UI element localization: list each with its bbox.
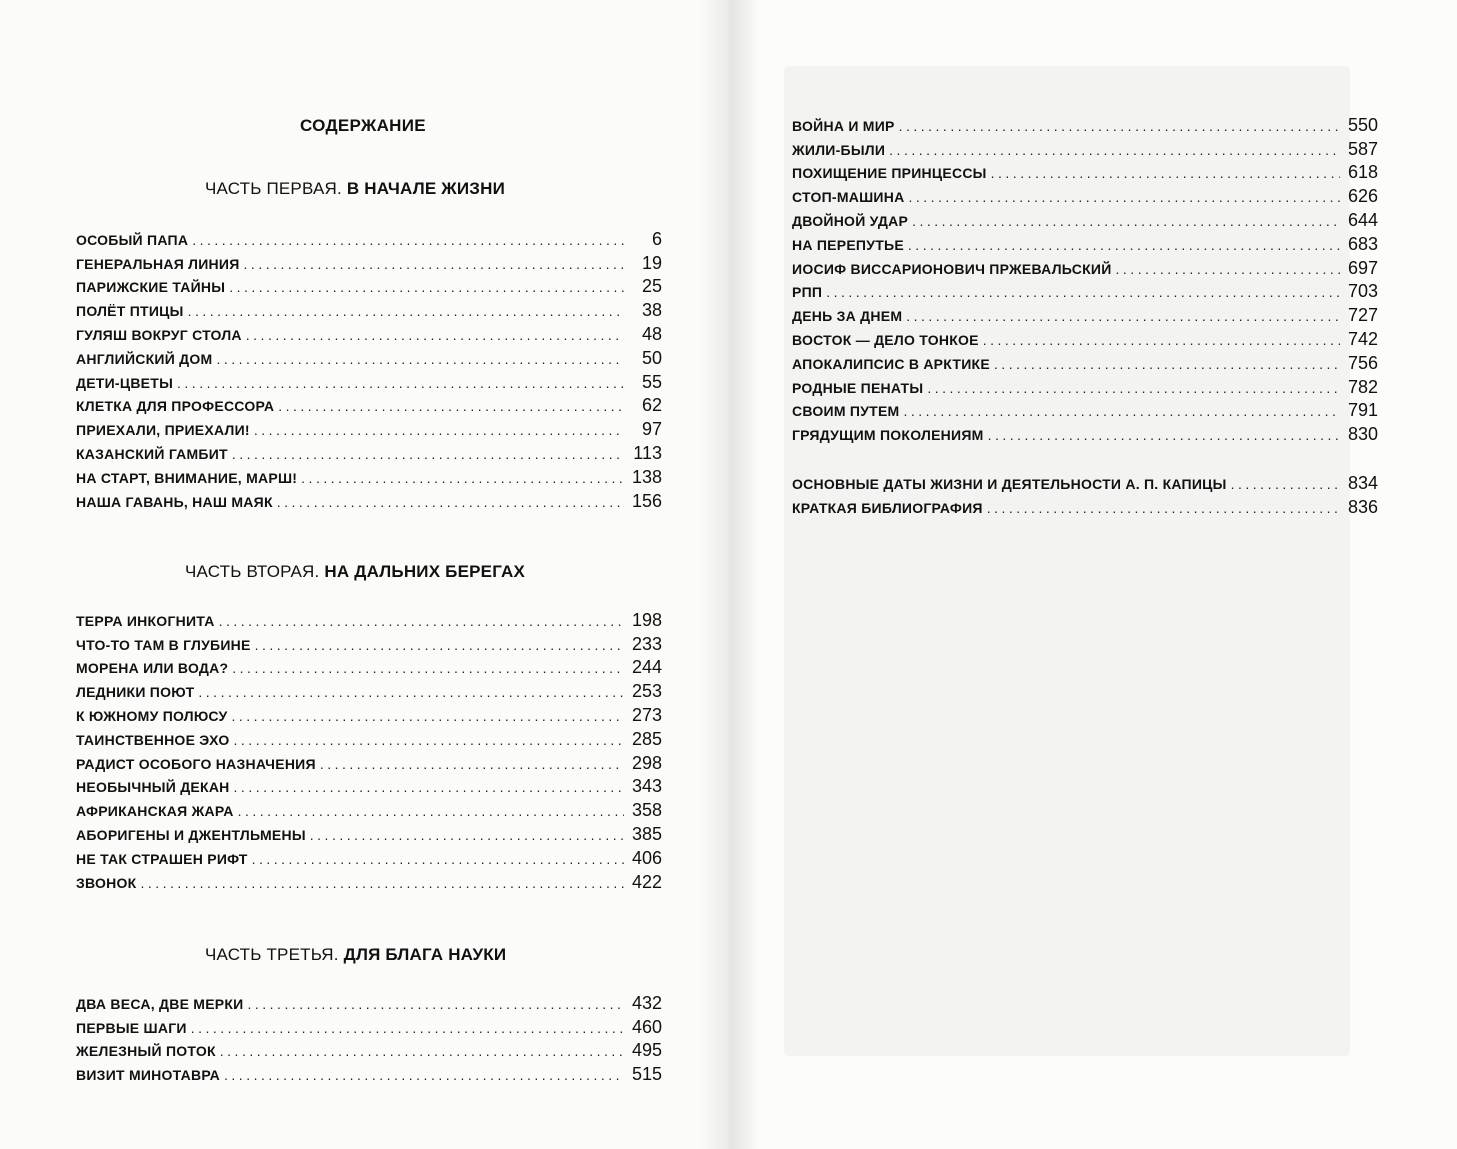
toc-entry-title: АПОКАЛИПСИС В АРКТИКЕ — [792, 355, 990, 372]
toc-entry-page: 727 — [1347, 305, 1378, 326]
toc-entry-page: 618 — [1347, 162, 1378, 183]
toc-entry-page: 587 — [1347, 138, 1378, 159]
dot-leader — [310, 827, 624, 843]
toc-entry-page: 830 — [1347, 424, 1378, 445]
toc-entry-title: ИОСИФ ВИССАРИОНОВИЧ ПРЖЕВАЛЬСКИЙ — [792, 260, 1112, 277]
toc-entry-title: НЕОБЫЧНЫЙ ДЕКАН — [76, 779, 230, 796]
toc-entry-title: ТЕРРА ИНКОГНИТА — [76, 612, 215, 629]
toc-entry-page: 285 — [631, 728, 662, 749]
toc-entry — [792, 419, 1378, 443]
appendix-entries — [792, 468, 1378, 516]
toc-entry-page: 550 — [1347, 114, 1378, 135]
dot-leader — [278, 398, 624, 414]
right-page — [728, 0, 1457, 1149]
dot-leader — [219, 613, 624, 629]
toc-entry-title: ОСОБЫЙ ПАПА — [76, 231, 189, 248]
toc-entry-title: ПОХИЩЕНИЕ ПРИНЦЕССЫ — [792, 165, 987, 182]
toc-entry-title: КАЗАНСКИЙ ГАМБИТ — [76, 445, 228, 462]
toc-entry-title: ВОСТОК — ДЕЛО ТОНКОЕ — [792, 331, 979, 348]
toc-entry-title: ГЕНЕРАЛЬНАЯ ЛИНИЯ — [76, 255, 240, 272]
dot-leader — [232, 660, 624, 676]
dot-leader — [140, 875, 624, 891]
part-1-prefix: ЧАСТЬ ПЕРВАЯ. — [205, 179, 342, 198]
part-3-heading — [205, 945, 506, 965]
part-3-prefix: ЧАСТЬ ТРЕТЬЯ. — [205, 945, 339, 964]
part-3-name: ДЛЯ БЛАГА НАУКИ — [343, 945, 507, 964]
toc-entry-page: 253 — [631, 681, 662, 702]
toc-entry-page: 156 — [631, 490, 662, 511]
toc-entry — [76, 414, 662, 438]
toc-entry — [76, 843, 662, 867]
toc-entry — [792, 277, 1378, 301]
dot-leader — [903, 403, 1340, 419]
toc-entry — [76, 795, 662, 819]
toc-entry-title: НАША ГАВАНЬ, НАШ МАЯК — [76, 493, 273, 510]
toc-entry — [76, 295, 662, 319]
toc-entry — [76, 1036, 662, 1060]
toc-entry-page: 756 — [1347, 352, 1378, 373]
toc-entry-page: 358 — [631, 800, 662, 821]
dot-leader — [216, 351, 624, 367]
part-2-prefix: ЧАСТЬ ВТОРАЯ. — [185, 562, 320, 581]
toc-entry-title: ТАИНСТВЕННОЕ ЭХО — [76, 731, 230, 748]
part-1-entries — [76, 224, 662, 510]
toc-entry-page: 55 — [641, 371, 662, 392]
toc-entry — [76, 462, 662, 486]
toc-entry-title: СВОИМ ПУТЕМ — [792, 403, 900, 420]
toc-entry — [792, 324, 1378, 348]
toc-entry-page: 703 — [1347, 281, 1378, 302]
toc-entry — [792, 372, 1378, 396]
toc-entry-title: ДВОЙНОЙ УДАР — [792, 212, 909, 229]
toc-entry-page: 343 — [631, 776, 662, 797]
toc-entry — [76, 319, 662, 343]
toc-entry-page: 406 — [631, 847, 662, 868]
toc-entry-page: 683 — [1347, 233, 1378, 254]
toc-entry-title: ГРЯДУЩИМ ПОКОЛЕНИЯМ — [792, 427, 984, 444]
toc-entry-title: ПРИЕХАЛИ, ПРИЕХАЛИ! — [76, 422, 250, 439]
dot-leader — [987, 500, 1340, 516]
toc-entry-title: АНГЛИЙСКИЙ ДОМ — [76, 350, 213, 367]
toc-entry-page: 697 — [1347, 257, 1378, 278]
dot-leader — [927, 380, 1340, 396]
toc-entry — [76, 629, 662, 653]
toc-entry — [792, 229, 1378, 253]
toc-entry-page: 48 — [641, 323, 662, 344]
dot-leader — [252, 851, 624, 867]
toc-entry — [76, 772, 662, 796]
left-page — [0, 0, 728, 1149]
dot-leader — [198, 684, 624, 700]
toc-entry-page: 244 — [631, 657, 662, 678]
toc-entry — [76, 653, 662, 677]
toc-entry-title: ДВА ВЕСА, ДВЕ МЕРКИ — [76, 995, 244, 1012]
dot-leader — [899, 118, 1340, 134]
dot-leader — [277, 494, 624, 510]
toc-entry-title: РПП — [792, 284, 823, 301]
toc-entry-title: ВИЗИТ МИНОТАВРА — [76, 1067, 221, 1084]
toc-entry — [76, 248, 662, 272]
toc-entry-title: КРАТКАЯ БИБЛИОГРАФИЯ — [792, 499, 983, 516]
dot-leader — [906, 308, 1340, 324]
toc-entry-page: 38 — [641, 300, 662, 321]
toc-entry-page: 50 — [641, 347, 662, 368]
toc-entry-title: ЧТО-ТО ТАМ В ГЛУБИНЕ — [76, 636, 251, 653]
dot-leader — [232, 708, 624, 724]
toc-entry-page: 626 — [1347, 186, 1378, 207]
toc-entry-page: 19 — [641, 252, 662, 273]
right-toc-entries — [792, 110, 1378, 443]
toc-entry-page: 836 — [1347, 496, 1378, 517]
toc-entry-page: 6 — [651, 228, 662, 249]
toc-entry-title: СТОП-МАШИНА — [792, 189, 905, 206]
dot-leader — [301, 470, 624, 486]
toc-entry — [76, 605, 662, 629]
dot-leader — [988, 427, 1340, 443]
dot-leader — [246, 327, 624, 343]
toc-entry — [792, 468, 1378, 492]
toc-entry — [792, 492, 1378, 516]
toc-entry — [76, 367, 662, 391]
toc-entry-page: 198 — [631, 609, 662, 630]
toc-entry — [76, 988, 662, 1012]
toc-entry-page: 644 — [1347, 209, 1378, 230]
toc-entry-title: МОРЕНА ИЛИ ВОДА? — [76, 660, 229, 677]
toc-entry — [76, 438, 662, 462]
toc-entry — [76, 1012, 662, 1036]
toc-entry — [76, 343, 662, 367]
toc-entry-page: 25 — [641, 276, 662, 297]
toc-entry — [76, 724, 662, 748]
toc-entry — [76, 391, 662, 415]
toc-entry-page: 62 — [641, 395, 662, 416]
toc-entry — [792, 396, 1378, 420]
toc-entry-title: ПАРИЖСКИЕ ТАЙНЫ — [76, 279, 226, 296]
dot-leader — [1116, 261, 1340, 277]
part-1-heading — [205, 179, 505, 199]
part-3-entries — [76, 988, 662, 1083]
toc-entry-title: ВОЙНА И МИР — [792, 117, 895, 134]
toc-entry — [792, 300, 1378, 324]
toc-entry-title: РАДИСТ ОСОБОГО НАЗНАЧЕНИЯ — [76, 755, 316, 772]
dot-leader — [254, 422, 624, 438]
part-1-name: В НАЧАЛЕ ЖИЗНИ — [346, 179, 506, 198]
toc-entry — [76, 486, 662, 510]
toc-entry-page: 432 — [631, 992, 662, 1013]
toc-entry-title: ДЕТИ-ЦВЕТЫ — [76, 374, 174, 391]
dot-leader — [234, 779, 624, 795]
toc-entry-page: 233 — [631, 633, 662, 654]
toc-entry — [76, 700, 662, 724]
toc-entry-title: ПОЛЁТ ПТИЦЫ — [76, 303, 184, 320]
toc-entry-page: 422 — [631, 871, 662, 892]
dot-leader — [238, 803, 624, 819]
toc-entry-title: КЛЕТКА ДЛЯ ПРОФЕССОРА — [76, 398, 275, 415]
dot-leader — [908, 189, 1340, 205]
dot-leader — [991, 165, 1340, 181]
toc-entry-title: НА СТАРТ, ВНИМАНИЕ, МАРШ! — [76, 469, 298, 486]
part-2-entries — [76, 605, 662, 891]
dot-leader — [229, 279, 624, 295]
toc-entry-page: 834 — [1347, 472, 1378, 493]
dot-leader — [191, 1020, 624, 1036]
toc-entry — [76, 819, 662, 843]
toc-entry — [792, 205, 1378, 229]
toc-entry — [76, 272, 662, 296]
toc-entry-page: 782 — [1347, 376, 1378, 397]
toc-entry — [792, 348, 1378, 372]
dot-leader — [908, 237, 1340, 253]
dot-leader — [320, 756, 624, 772]
toc-entry-title: К ЮЖНОМУ ПОЛЮСУ — [76, 707, 228, 724]
toc-entry-page: 791 — [1347, 400, 1378, 421]
toc-entry-title: ГУЛЯШ ВОКРУГ СТОЛА — [76, 326, 242, 343]
toc-entry-title: ПЕРВЫЕ ШАГИ — [76, 1019, 187, 1036]
toc-entry-page: 273 — [631, 704, 662, 725]
dot-leader — [983, 332, 1340, 348]
toc-entry — [76, 224, 662, 248]
toc-entry-page: 298 — [631, 752, 662, 773]
toc-entry-title: ЗВОНОК — [76, 874, 137, 891]
dot-leader — [826, 284, 1340, 300]
toc-entry — [792, 253, 1378, 277]
dot-leader — [994, 356, 1340, 372]
dot-leader — [889, 142, 1340, 158]
toc-entry — [76, 1059, 662, 1083]
toc-entry-page: 495 — [631, 1040, 662, 1061]
dot-leader — [255, 637, 624, 653]
dot-leader — [224, 1067, 624, 1083]
dot-leader — [220, 1043, 624, 1059]
dot-leader — [244, 256, 624, 272]
part-2-name: НА ДАЛЬНИХ БЕРЕГАХ — [324, 562, 526, 581]
toc-entry — [76, 748, 662, 772]
toc-entry-title: ДЕНЬ ЗА ДНЕМ — [792, 308, 903, 325]
toc-entry — [76, 867, 662, 891]
toc-entry-title: РОДНЫЕ ПЕНАТЫ — [792, 379, 924, 396]
toc-title: СОДЕРЖАНИЕ — [300, 116, 426, 135]
toc-entry-page: 742 — [1347, 328, 1378, 349]
toc-entry-page: 97 — [641, 419, 662, 440]
toc-entry-title: ЛЕДНИКИ ПОЮТ — [76, 684, 195, 701]
dot-leader — [248, 996, 625, 1012]
toc-entry-title: АБОРИГЕНЫ И ДЖЕНТЛЬМЕНЫ — [76, 826, 306, 843]
toc-entry-title: ЖЕЛЕЗНЫЙ ПОТОК — [76, 1043, 216, 1060]
dot-leader — [232, 446, 624, 462]
toc-entry-page: 460 — [631, 1016, 662, 1037]
toc-entry — [792, 158, 1378, 182]
book-gutter — [700, 0, 760, 1149]
dot-leader — [192, 232, 624, 248]
toc-entry-title: НЕ ТАК СТРАШЕН РИФТ — [76, 850, 248, 867]
dot-leader — [912, 213, 1340, 229]
toc-entry — [76, 676, 662, 700]
part-2-heading — [185, 562, 525, 582]
dot-leader — [1231, 476, 1340, 492]
toc-entry-page: 515 — [631, 1064, 662, 1085]
dot-leader — [177, 375, 624, 391]
dot-leader — [188, 303, 624, 319]
toc-entry-title: ЖИЛИ-БЫЛИ — [792, 141, 886, 158]
toc-entry — [792, 134, 1378, 158]
toc-entry-title: ОСНОВНЫЕ ДАТЫ ЖИЗНИ И ДЕЯТЕЛЬНОСТИ А. П. КАПИЦЫ — [792, 475, 1227, 492]
dot-leader — [234, 732, 624, 748]
toc-entry — [792, 110, 1378, 134]
toc-entry — [792, 181, 1378, 205]
toc-entry-page: 385 — [631, 823, 662, 844]
toc-entry-page: 138 — [631, 466, 662, 487]
toc-entry-page: 113 — [633, 442, 662, 463]
toc-entry-title: НА ПЕРЕПУТЬЕ — [792, 236, 904, 253]
toc-entry-title: АФРИКАНСКАЯ ЖАРА — [76, 803, 234, 820]
